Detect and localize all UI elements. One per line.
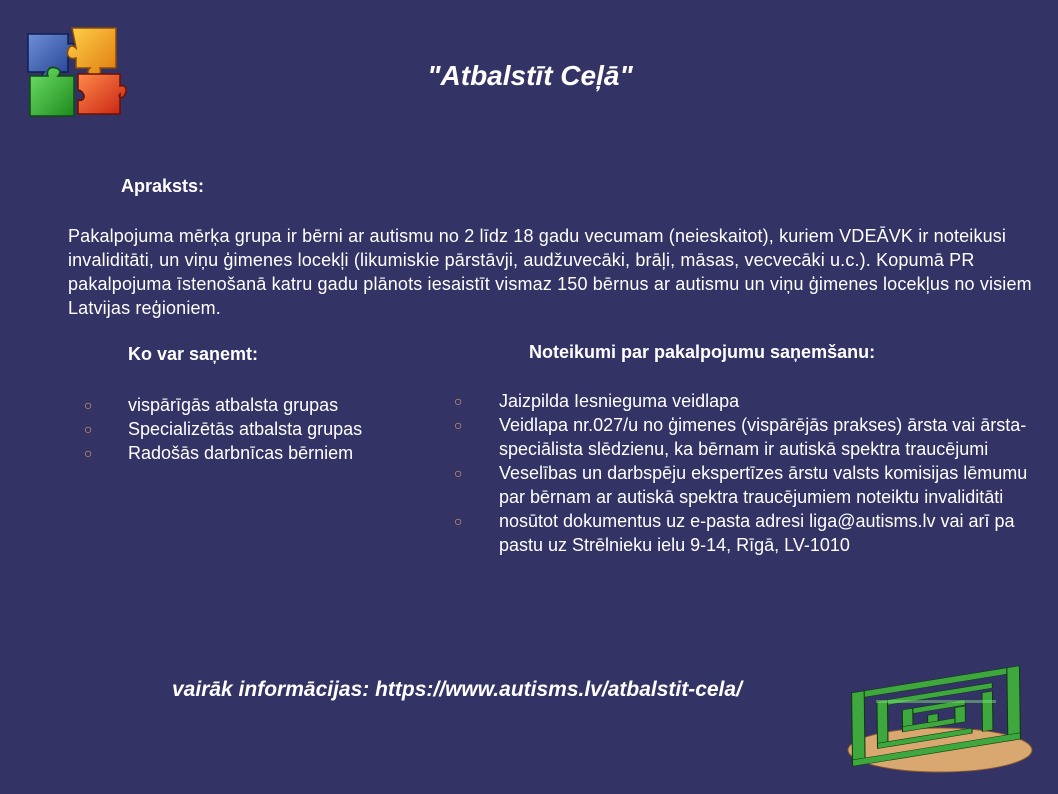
- description-text: Pakalpojuma mērķa grupa ir bērni ar autismu no 2 līdz 18 gadu vecumam (neieskaitot), kuriem VDEĀVK ir noteikusi invaliditāti, un viņu ģimenes locekļi (likumiskie pārstāvji, audžuvecāki, brāļi, māsas, vecvecāki u.c.). Kopumā PR pakalpojuma īstenošanā katru gadu plānots iesaistīt vismaz 150 bērnus ar autismu un viņu ģimenes locekļus no visiem Latvijas reģioniem.: [68, 226, 1032, 318]
- list-item: ○ Specializētās atbalsta grupas: [84, 419, 363, 439]
- bullet-icon: ○: [84, 421, 93, 437]
- list-item: ○ nosūtot dokumentus uz e-pasta adresi liga@autisms.lv vai arī pa pastu uz Strēlnieku ielu 9-14, Rīgā, LV-1010: [454, 511, 1015, 555]
- description-heading: Apraksts:: [121, 176, 205, 196]
- more-info-link[interactable]: vairāk informācijas: https://www.autisms.lv/atbalstit-cela/: [172, 678, 742, 701]
- list-item: ○ Veidlapa nr.027/u no ģimenes (vispārējās prakses) ārsta vai ārsta-speciālista slēdzienu, ka bērnam ir autiskā spektra traucējumi: [454, 415, 1027, 459]
- rules-heading: Noteikumi par pakalpojumu saņemšanu:: [529, 342, 876, 362]
- services-list: [84, 393, 444, 465]
- bullet-icon: ○: [84, 445, 93, 461]
- puzzle-logo-icon: [24, 24, 128, 126]
- list-item: ○ Jaizpilda Iesnieguma veidlapa: [454, 391, 740, 411]
- services-heading: Ko var saņemt:: [128, 344, 259, 364]
- bullet-icon: ○: [454, 513, 463, 529]
- page-title: "Atbalstīt Ceļā": [427, 60, 633, 91]
- list-item: ○ vispārīgās atbalsta grupas: [84, 395, 339, 415]
- list-item: ○ Radošās darbnīcas bērniem: [84, 443, 354, 463]
- list-item: ○ Veselības un darbspēju ekspertīzes ārstu valsts komisijas lēmumu par bērnam ar autiskā spektra traucējumiem noteiktu invaliditāti: [454, 463, 1028, 507]
- bullet-icon: ○: [454, 465, 463, 481]
- bullet-icon: ○: [454, 393, 463, 409]
- maze-icon: [836, 658, 1036, 776]
- rules-list: [454, 389, 1034, 557]
- bullet-icon: ○: [454, 417, 463, 433]
- bullet-icon: ○: [84, 397, 93, 413]
